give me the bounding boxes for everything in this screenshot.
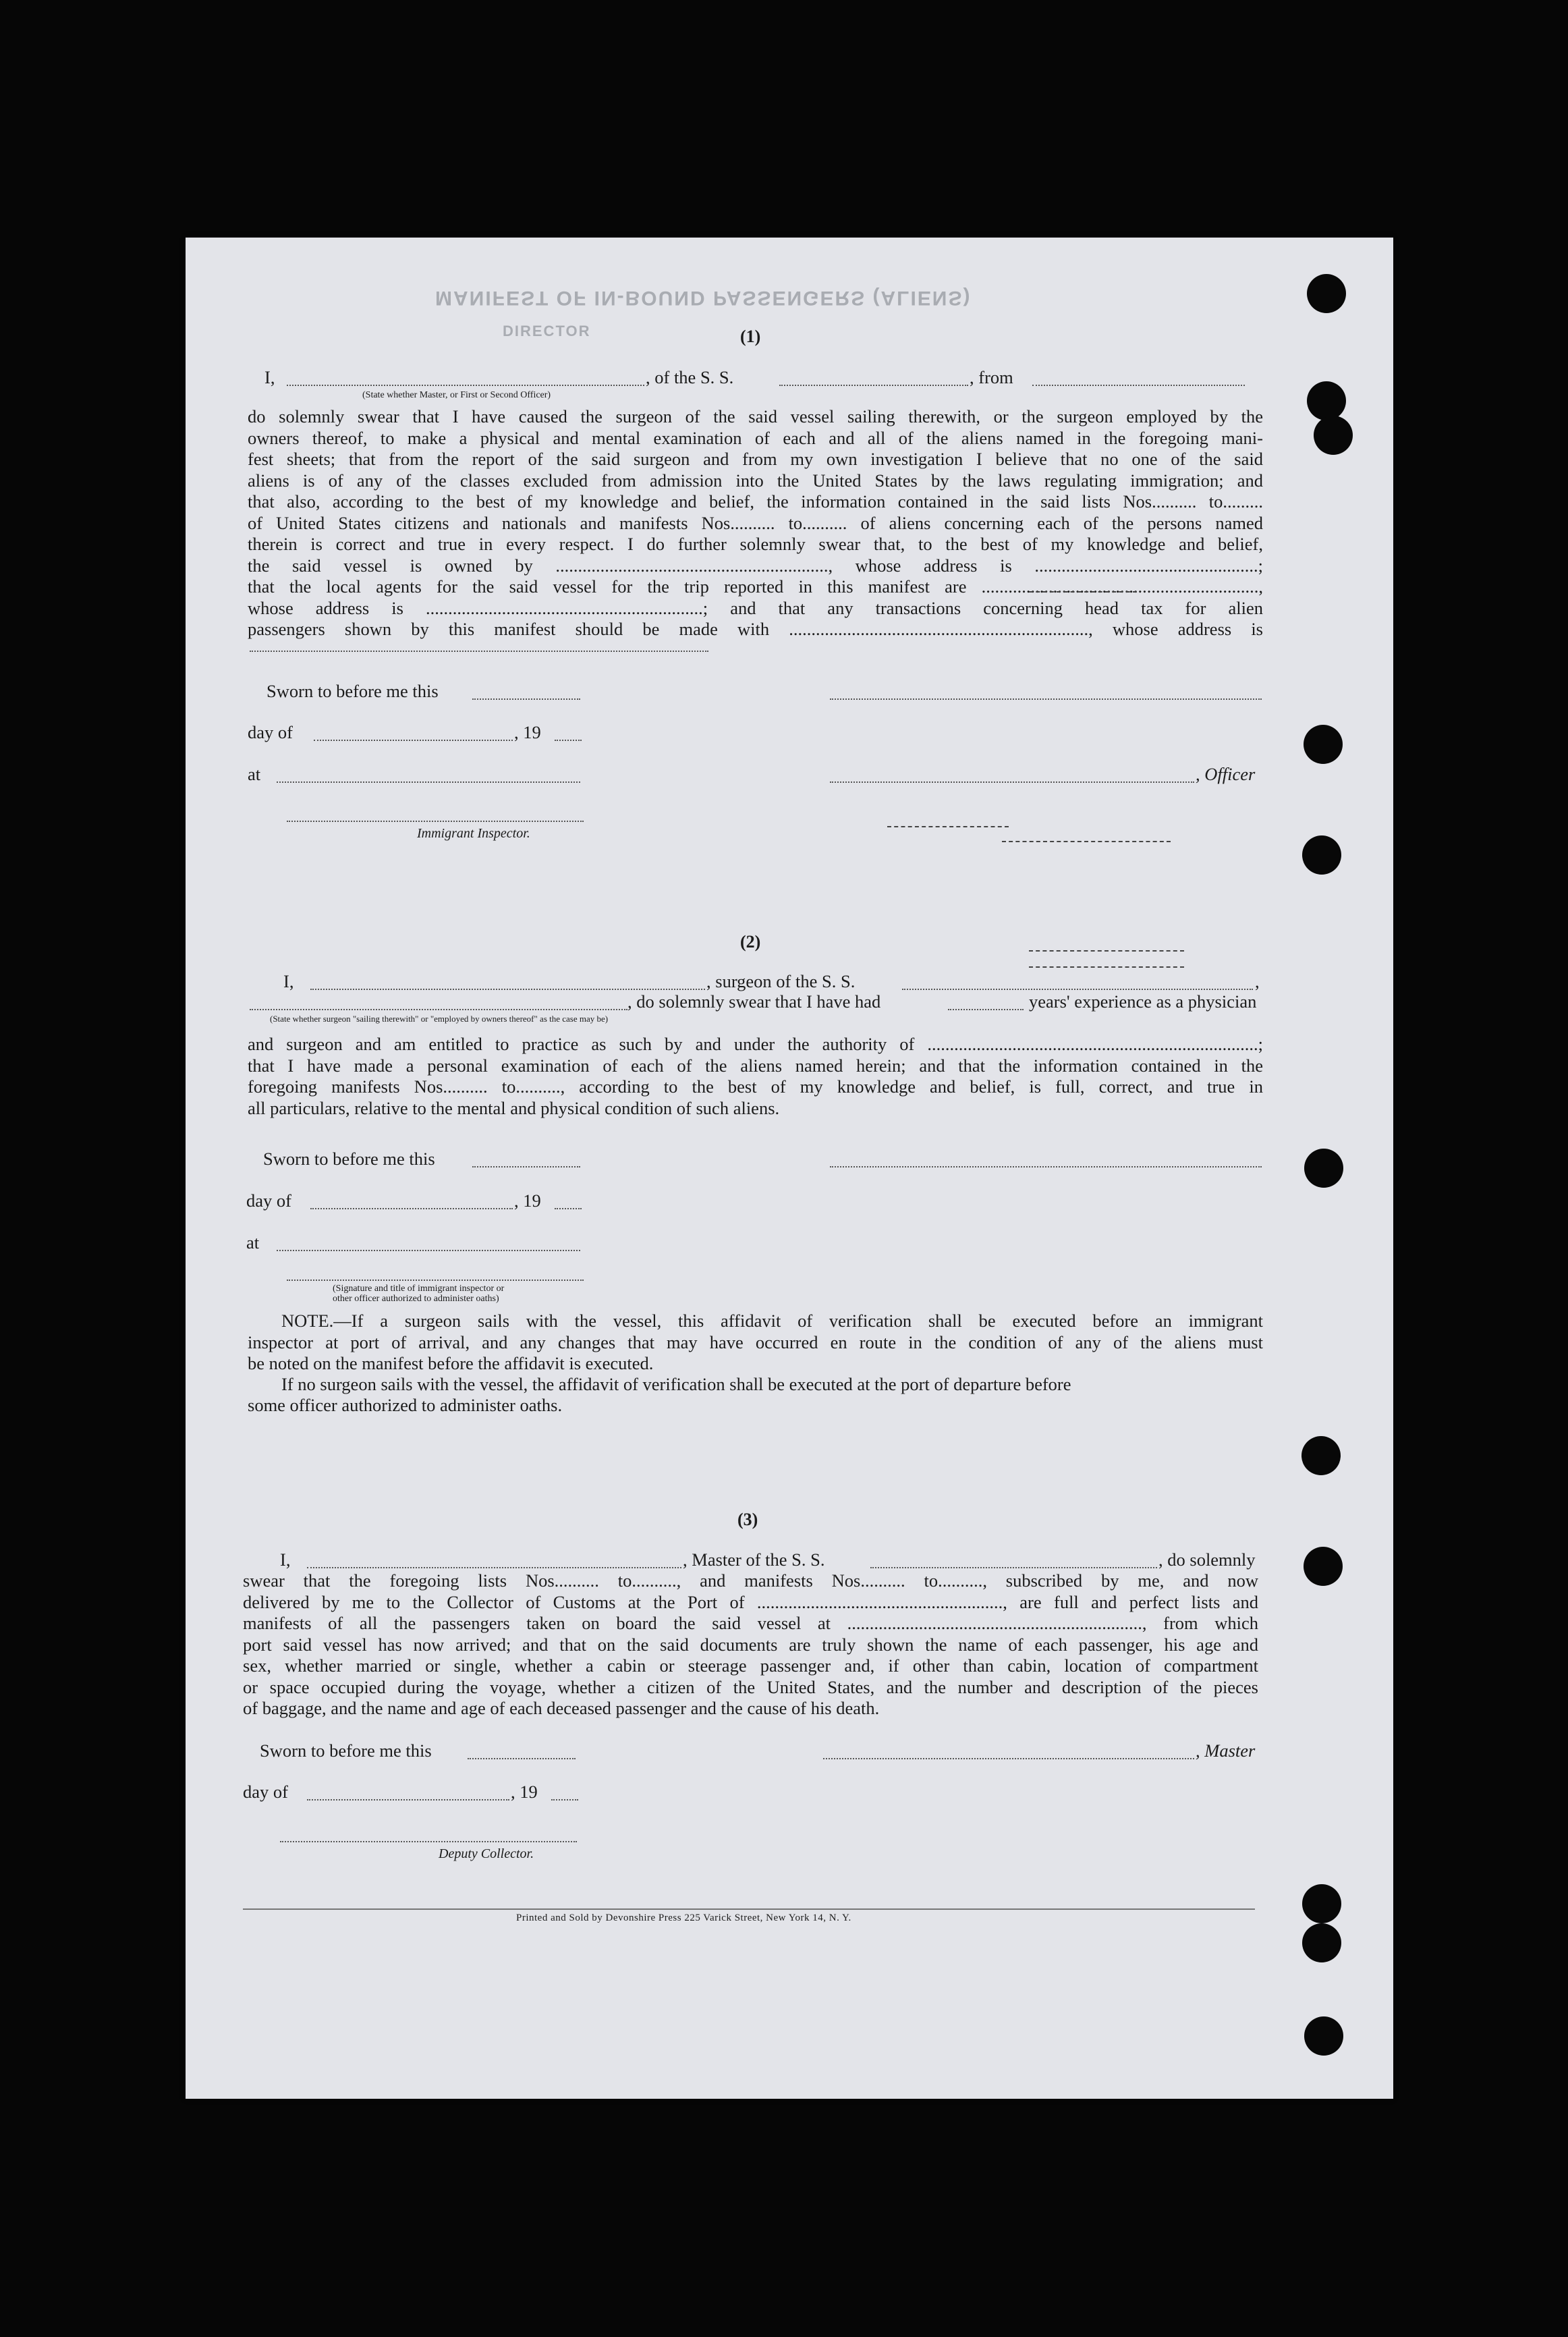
s2-surgeon-name-field[interactable] — [310, 989, 705, 990]
s2-note-body — [248, 1311, 1263, 1353]
s1-inspector-signature-line[interactable] — [287, 821, 584, 822]
section-1-number: (1) — [740, 327, 761, 346]
s1-body-line: the said vessel is owned by ............................................................., whose address is ..................................................; — [248, 555, 1263, 576]
s1-day-field[interactable] — [314, 740, 513, 741]
s3-sworn-date-field[interactable] — [468, 1758, 576, 1759]
punch-hole — [1302, 1884, 1341, 1923]
s1-i-label: I, — [264, 367, 275, 387]
s2-day-of-label: day of — [246, 1190, 291, 1211]
s3-solemnly-label: , do solemnly — [1158, 1549, 1256, 1570]
s3-master-label: , Master of the S. S. — [683, 1549, 825, 1570]
stamp-mark — [887, 826, 1009, 827]
s2-body-last: all particulars, relative to the mental and physical condition of such aliens. — [248, 1098, 780, 1118]
s1-officer-label: , Officer — [1196, 764, 1256, 784]
s2-i-label: I, — [283, 971, 294, 991]
punch-hole — [1301, 1436, 1341, 1475]
s2-note2-line2: some officer authorized to administer oaths. — [248, 1395, 563, 1415]
s3-sworn-label: Sworn to before me this — [260, 1740, 432, 1761]
s2-surgeon-signature-line[interactable] — [830, 1166, 1262, 1167]
s2-note-last: be noted on the manifest before the affidavit is executed. — [248, 1353, 654, 1373]
s1-body-line: that also, according to the best of my knowledge and belief, the information contained in the said lists Nos.......... to......... — [248, 491, 1263, 512]
s1-from-label: , from — [970, 367, 1013, 387]
s3-body-line: sex, whether married or single, whether a cabin or steerage passenger and, if other than cabin, location of compartment — [243, 1655, 1258, 1676]
s3-master-sig-label: , Master — [1196, 1740, 1256, 1761]
s3-master-signature-line[interactable] — [823, 1758, 1194, 1759]
punch-hole — [1304, 1547, 1343, 1586]
s2-note-line: NOTE.—If a surgeon sails with the vessel, this affidavit of verification shall be executed before an immigrant — [281, 1311, 1263, 1331]
s2-inspector-signature-line[interactable] — [287, 1280, 584, 1281]
s3-body-line: swear that the foregoing lists Nos.......... to.........., and manifests Nos.......... to.........., subscribed by me, and now — [243, 1570, 1258, 1591]
stamp-mark — [1029, 950, 1184, 952]
s2-years-label: years' experience as a physician — [1029, 991, 1257, 1012]
stamp-mark — [1029, 591, 1137, 593]
bleed-through-subheader: DIRECTOR — [503, 323, 591, 339]
s1-officer-signature-line[interactable] — [830, 698, 1262, 700]
s3-i-label: I, — [280, 1549, 291, 1570]
punch-hole — [1304, 2016, 1343, 2056]
s2-surgeon-label: , surgeon of the S. S. — [706, 971, 856, 991]
s2-oath-body — [248, 1034, 1263, 1098]
s1-at-label: at — [248, 764, 261, 784]
s2-sailing-field[interactable] — [250, 1009, 627, 1010]
s3-year-label: , 19 — [511, 1782, 538, 1802]
s2-at-field[interactable] — [277, 1250, 580, 1251]
punch-hole — [1304, 1149, 1343, 1188]
s2-note-line: inspector at port of arrival, and any changes that may have occurred en route in the condition of any of the aliens must — [248, 1331, 1263, 1352]
s1-oath-body — [248, 406, 1263, 640]
s1-year-label: , 19 — [514, 722, 541, 742]
s1-officer-line[interactable] — [830, 781, 1194, 783]
s1-sworn-label: Sworn to before me this — [267, 681, 439, 701]
punch-hole — [1307, 274, 1346, 313]
s1-address-field[interactable] — [250, 651, 708, 652]
s2-swear-label: , do solemnly swear that I have had — [627, 991, 881, 1012]
s1-of-ss-label: , of the S. S. — [646, 367, 734, 387]
s3-deputy-label: Deputy Collector. — [439, 1846, 534, 1861]
s2-at-label: at — [246, 1232, 260, 1253]
s3-body-line: manifests of all the passengers taken on board the said vessel at .................................................................., from which — [243, 1613, 1258, 1633]
s2-years-field[interactable] — [948, 1009, 1024, 1010]
s1-year-field[interactable] — [555, 740, 582, 741]
s2-year-field[interactable] — [555, 1208, 582, 1209]
bleed-through-header: MANIFEST OF IN-BOUND PASSENGERS (ALIENS) — [435, 287, 972, 309]
s1-from-field[interactable] — [1032, 385, 1245, 386]
s1-body-line: do solemnly swear that I have caused the surgeon of the said vessel sailing therewith, or the surgeon employed by the — [248, 406, 1263, 427]
s1-body-line: of United States citizens and nationals and manifests Nos.......... to.......... of aliens concerning each of the persons named — [248, 512, 1263, 533]
s2-comma: , — [1255, 971, 1260, 991]
section-2-number: (2) — [740, 932, 761, 952]
s3-year-field[interactable] — [551, 1799, 578, 1800]
s1-body-line: aliens is of any of the classes excluded from admission into the United States by the laws regulating immigration; and — [248, 470, 1263, 491]
s3-vessel-field[interactable] — [870, 1567, 1157, 1568]
s2-sworn-label: Sworn to before me this — [263, 1149, 435, 1169]
s2-day-field[interactable] — [310, 1208, 513, 1209]
s2-sworn-date-field[interactable] — [472, 1166, 580, 1167]
s3-body-line: port said vessel has now arrived; and that on the said documents are truly shown the name of each passenger, his age and — [243, 1634, 1258, 1655]
s1-at-field[interactable] — [277, 781, 580, 783]
s3-body-line: delivered by me to the Collector of Customs at the Port of ......................................................., are full and perfect lists and — [243, 1591, 1258, 1612]
s3-day-field[interactable] — [307, 1799, 509, 1800]
punch-hole — [1307, 381, 1346, 420]
s2-body-line: that I have made a personal examination of each of the aliens named herein; and that the information contained in the — [248, 1055, 1263, 1076]
s1-body-line: whose address is ..............................................................; and that any transactions concerning head tax for alien — [248, 597, 1263, 618]
s2-body-line: foregoing manifests Nos.......... to.........., according to the best of my knowledge and belief, is full, correct, and true in — [248, 1076, 1263, 1097]
s2-year-label: , 19 — [514, 1190, 541, 1211]
s1-inspector-label: Immigrant Inspector. — [417, 826, 530, 841]
punch-hole — [1314, 416, 1353, 455]
s1-day-of-label: day of — [248, 722, 293, 742]
s1-officer-name-field[interactable] — [287, 385, 644, 386]
manifest-form-page — [186, 238, 1393, 2099]
s3-master-name-field[interactable] — [307, 1567, 681, 1568]
s2-note2-line1: If no surgeon sails with the vessel, the affidavit of verification shall be executed at the port of departure before — [281, 1374, 1071, 1394]
stamp-mark — [1029, 966, 1184, 968]
s3-deputy-signature-line[interactable] — [280, 1841, 577, 1842]
s2-caption: (State whether surgeon "sailing therewith" or "employed by owners thereof" as the case may be) — [270, 1014, 609, 1024]
s1-vessel-field[interactable] — [779, 385, 968, 386]
punch-hole — [1302, 1923, 1341, 1962]
s3-body-last: of baggage, and the name and age of each deceased passenger and the cause of his death. — [243, 1698, 880, 1718]
s1-sworn-date-field[interactable] — [472, 698, 580, 700]
s1-caption: (State whether Master, or First or Second Officer) — [362, 390, 551, 400]
punch-hole — [1304, 725, 1343, 764]
footer-rule — [243, 1908, 1255, 1910]
s3-day-of-label: day of — [243, 1782, 288, 1802]
s1-body-line: fest sheets; that from the report of the said surgeon and from my own investigation I believe that no one of the said — [248, 449, 1263, 469]
footer-printer-imprint: Printed and Sold by Devonshire Press 225 Varick Street, New York 14, N. Y. — [516, 1913, 851, 1923]
stamp-mark — [1002, 841, 1171, 842]
s1-body-line: that the local agents for the said vessel for the trip reported in this manifest are .............................................................., — [248, 576, 1263, 597]
s3-oath-body — [243, 1570, 1258, 1698]
section-3-number: (3) — [737, 1510, 758, 1529]
s2-sig-caption-1: (Signature and title of immigrant inspector or — [333, 1284, 505, 1294]
s3-body-line: or space occupied during the voyage, whether a citizen of the United States, and the number and description of the pieces — [243, 1676, 1258, 1697]
punch-hole — [1302, 835, 1341, 875]
s2-sig-caption-2: other officer authorized to administer oaths) — [333, 1294, 499, 1304]
s2-vessel-field[interactable] — [902, 989, 1253, 990]
s2-body-line: and surgeon and am entitled to practice as such by and under the authority of ..........................................................................; — [248, 1034, 1263, 1054]
s1-body-line: owners thereof, to make a physical and mental examination of each and all of the aliens named in the foregoing mani- — [248, 427, 1263, 448]
s1-body-line: passengers shown by this manifest should be made with ..................................................................., whose address is — [248, 619, 1263, 639]
s1-body-line: therein is correct and true in every respect. I do further solemnly swear that, to the best of my knowledge and belief, — [248, 534, 1263, 554]
